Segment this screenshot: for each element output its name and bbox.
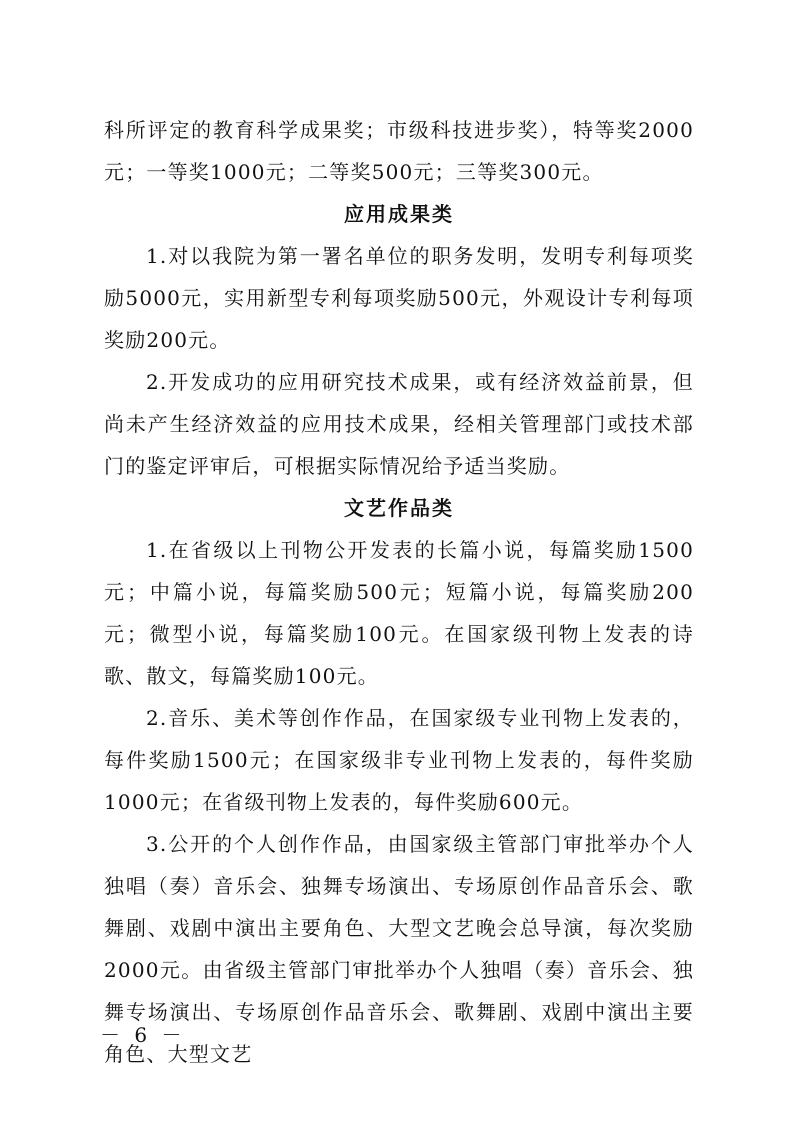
section-heading-applied-results: 应用成果类 (344, 202, 454, 226)
page-number: － 6 － (100, 1023, 186, 1047)
paragraph-patent-awards: 1.对以我院为第一署名单位的职务发明，发明专利每项奖励5000元，实用新型专利每项奖励500元，外观设计专利每项奖励200元。 (104, 244, 694, 352)
paragraph-fiction-awards: 1.在省级以上刊物公开发表的长篇小说，每篇奖励1500元；中篇小说，每篇奖励500元；短篇小说，每篇奖励200元；微型小说，每篇奖励100元。在国家级刊物上发表的诗歌、散文，每篇奖励100元。 (104, 538, 694, 688)
paragraph-applied-tech-awards: 2.开发成功的应用研究技术成果，或有经济效益前景，但尚未产生经济效益的应用技术成果，经相关管理部门或技术部门的鉴定评审后，可根据实际情况给予适当奖励。 (104, 370, 694, 478)
section-heading-literary-works: 文艺作品类 (344, 496, 454, 520)
document-body (104, 109, 694, 1075)
paragraph-music-art-awards: 2.音乐、美术等创作作品，在国家级专业刊物上发表的，每件奖励1500元；在国家级非专业刊物上发表的，每件奖励1000元；在省级刊物上发表的，每件奖励600元。 (104, 706, 694, 814)
paragraph-performance-awards: 3.公开的个人创作作品，由国家级主管部门审批举办个人独唱（奏）音乐会、独舞专场演出、专场原创作品音乐会、歌舞剧、戏剧中演出主要角色、大型文艺晚会总导演，每次奖励2000元。由省级主管部门审批举办个人独唱（奏）音乐会、独舞专场演出、专场原创作品音乐会、歌舞剧、戏剧中演出主要角色、大型文艺 (104, 832, 694, 1066)
paragraph-continuation-awards: 科所评定的教育科学成果奖；市级科技进步奖），特等奖2000元；一等奖1000元；二等奖500元；三等奖300元。 (104, 118, 694, 184)
